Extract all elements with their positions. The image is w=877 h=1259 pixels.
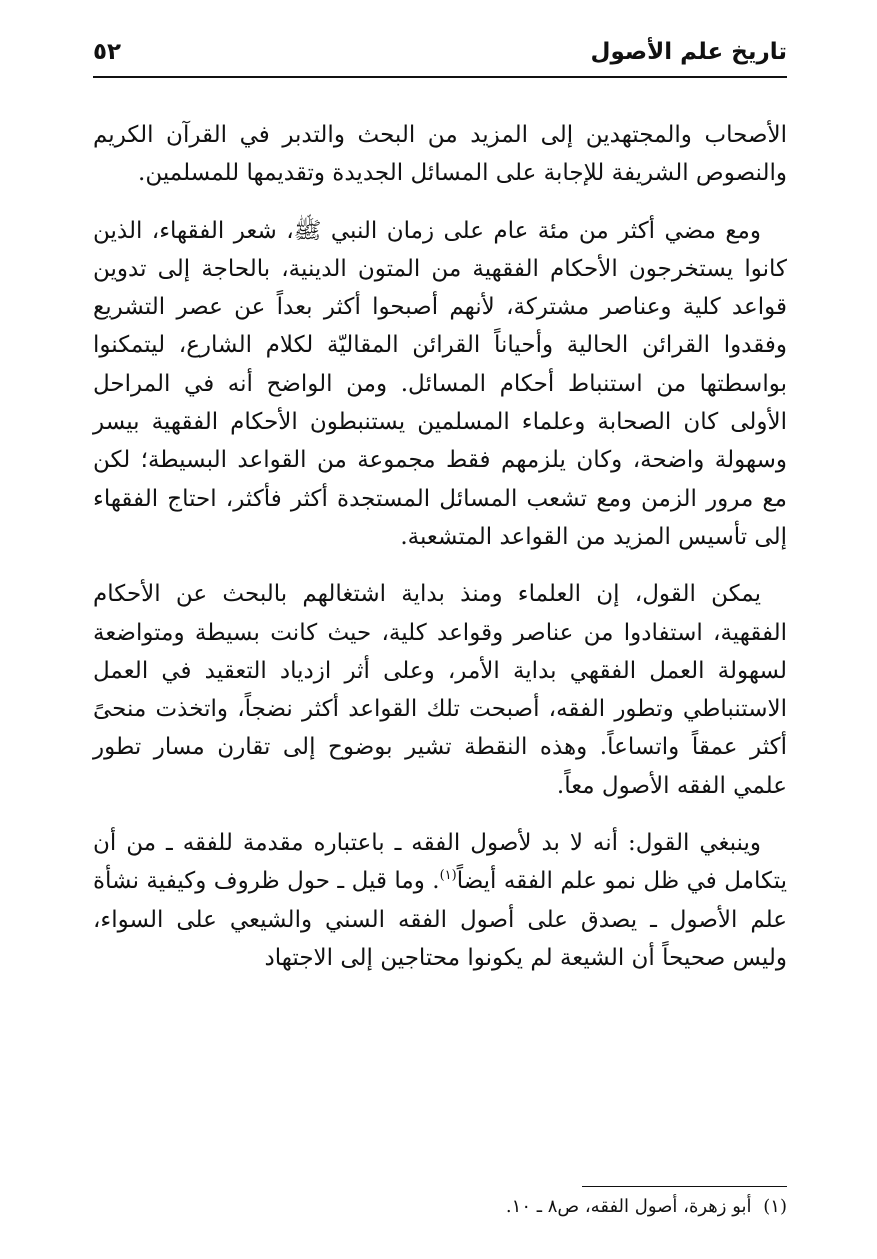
paragraph-2: ومع مضي أكثر من مئة عام على زمان النبي ﷺ، شعر الفقهاء، الذين كانوا يستخرجون الأحكام الفقهية من المتون الدينية، بالحاجة إلى تدوين قواعد كلية وعناصر مشتركة، لأنهم أصبحوا أكثر بعداً عن عصر التشريع وفقدوا القرائن الحالية وأحياناً القرائن المقاليّة لكلام الشارع، ليتمكنوا بواسطتها من استنباط أحكام المسائل. ومن الواضح أنه في المراحل الأولى كان الصحابة وعلماء المسلمين يستنبطون الأحكام الفقهية بيسر وسهولة واضحة، وكان يلزمهم فقط مجموعة من القواعد البسيطة؛ لكن مع مرور الزمن ومع تشعب المسائل المستجدة أكثر فأكثر، احتاج الفقهاء إلى تأسيس المزيد من القواعد المتشعبة. <box>93 217 787 550</box>
footnote-marker: (١) <box>763 1196 787 1217</box>
paragraph-4 <box>93 824 787 977</box>
footnote-text: أبو زهرة، أصول الفقه، ص٨ ـ ١٠. <box>505 1196 752 1217</box>
book-page <box>93 0 787 1259</box>
footnote-reference[interactable]: (١) <box>439 868 457 884</box>
paragraph-4-text-before-note: وينبغي القول: أنه لا بد لأصول الفقه ـ باعتباره مقدمة للفقه ـ من أن يتكامل في ظل نمو علم الفقه أيضاً <box>93 830 787 895</box>
running-title: تاريخ علم الأصول <box>590 39 787 65</box>
footnote-rule <box>582 1186 787 1187</box>
paragraph-1: الأصحاب والمجتهدين إلى المزيد من البحث والتدبر في القرآن الكريم والنصوص الشريفة للإجابة على المسائل الجديدة وتقديمها للمسلمين. <box>93 122 787 187</box>
header-rule <box>93 76 787 78</box>
page-number: ٥٢ <box>93 39 122 65</box>
page-header <box>93 34 787 70</box>
page-body <box>93 116 787 977</box>
paragraph-4-text-after-note: . وما قيل ـ حول ظروف وكيفية نشأة علم الأصول ـ يصدق على أصول الفقه السني والشيعي على السواء، وليس صحيحاً أن الشيعة لم يكونوا محتاجين إلى الاجتهاد <box>93 868 787 971</box>
footnote <box>93 1193 787 1221</box>
paragraph-3: يمكن القول، إن العلماء ومنذ بداية اشتغالهم بالبحث عن الأحكام الفقهية، استفادوا من عناصر وقواعد كلية، حيث كانت بسيطة ومتواضعة لسهولة العمل الفقهي بداية الأمر، وعلى أثر ازدياد التعقيد في العمل الاستنباطي وتطور الفقه، أصبحت تلك القواعد أكثر نضجاً، واتخذت منحىً أكثر عمقاً واتساعاً. وهذه النقطة تشير بوضوح إلى تقارن مسار تطور علمي الفقه الأصول معاً. <box>93 581 787 799</box>
